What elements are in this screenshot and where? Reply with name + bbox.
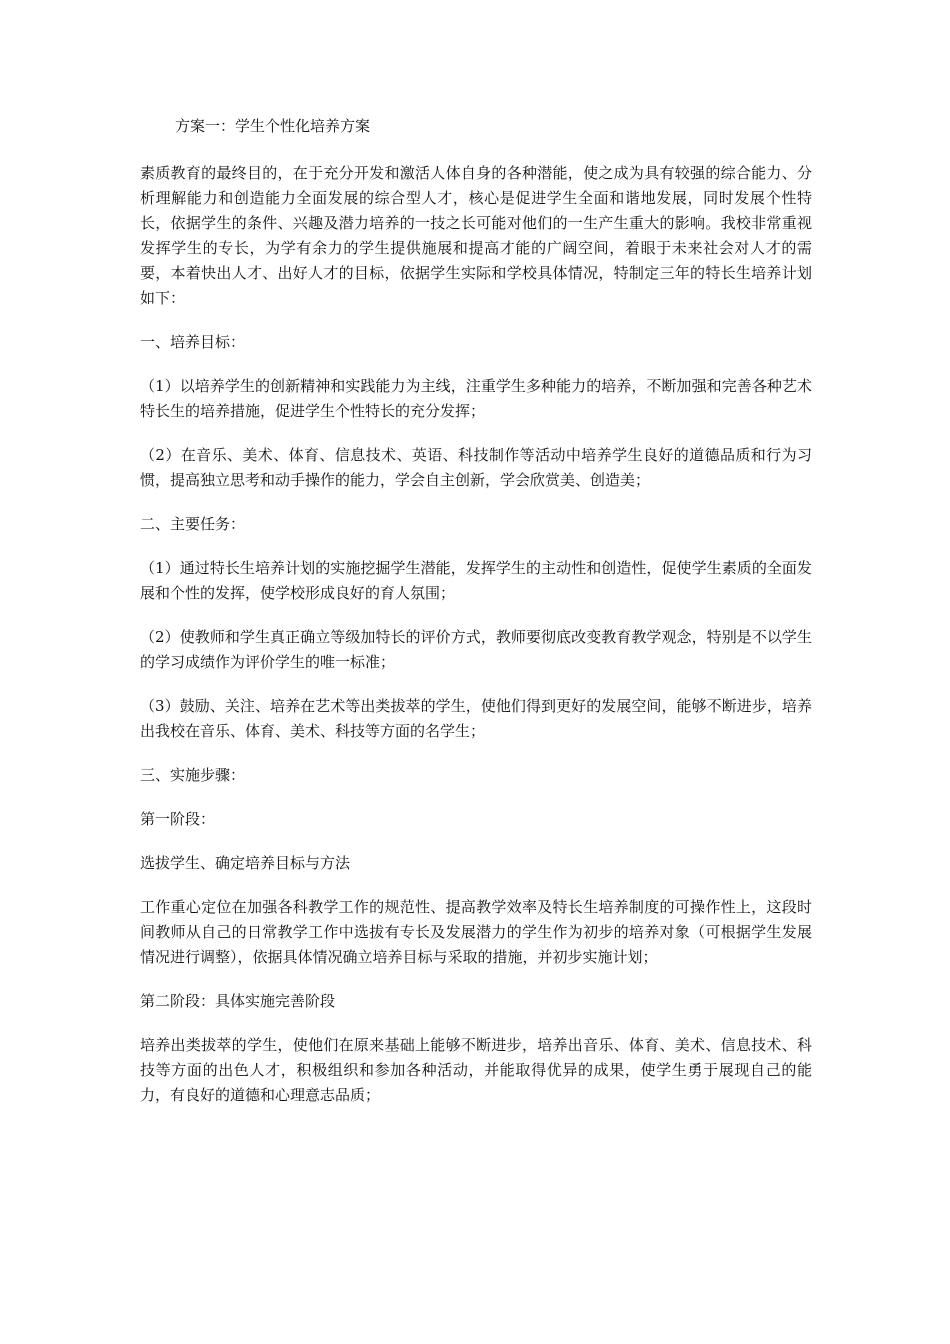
section-heading-tasks: 二、主要任务：	[140, 515, 246, 533]
section-heading-goals: 一、培养目标：	[140, 333, 246, 351]
section-heading-steps: 三、实施步骤：	[140, 766, 246, 784]
goals-item-2: （2）在音乐、美术、体育、信息技术、英语、科技制作等活动中培养学生良好的道德品质和行为习惯，提高独立思考和动手操作的能力，学会自主创新，学会欣赏美、创造美；	[140, 446, 812, 489]
document-title: 方案一：学生个性化培养方案	[175, 117, 371, 135]
stage-2-heading: 第二阶段：具体实施完善阶段	[140, 992, 336, 1010]
tasks-item-3: （3）鼓励、关注、培养在艺术等出类拔萃的学生，使他们得到更好的发展空间，能够不断进步，培养出我校在音乐、体育、美术、科技等方面的名学生；	[140, 697, 812, 740]
tasks-item-2: （2）使教师和学生真正确立等级加特长的评价方式，教师要彻底改变教育教学观念，特别是不以学生的学习成绩作为评价学生的唯一标准；	[140, 628, 812, 671]
stage-2-body: 培养出类拔萃的学生，使他们在原来基础上能够不断进步，培养出音乐、体育、美术、信息技术、科技等方面的出色人才，积极组织和参加各种活动，并能取得优异的成果，使学生勇于展现自己的能力，有良好的道德和心理意志品质；	[140, 1036, 812, 1104]
document-page	[140, 114, 812, 1127]
goals-item-1: （1）以培养学生的创新精神和实践能力为主线，注重学生多种能力的培养，不断加强和完善各种艺术特长生的培养措施，促进学生个性特长的充分发挥；	[140, 377, 812, 420]
tasks-item-1: （1）通过特长生培养计划的实施挖掘学生潜能，发挥学生的主动性和创造性，促使学生素质的全面发展和个性的发挥，使学校形成良好的育人氛围；	[140, 559, 812, 602]
stage-1-heading: 第一阶段：	[140, 810, 216, 828]
intro-paragraph: 素质教育的最终目的，在于充分开发和激活人体自身的各种潜能，使之成为具有较强的综合能力、分析理解能力和创造能力全面发展的综合型人才，核心是促进学生全面和谐地发展，同时发展个性特长，依据学生的条件、兴趣及潜力培养的一技之长可能对他们的一生产生重大的影响。我校非常重视发挥学生的专长，为学有余力的学生提供施展和提高才能的广阔空间，着眼于未来社会对人才的需要，本着快出人才、出好人才的目标，依据学生实际和学校具体情况，特制定三年的特长生培养计划如下：	[140, 164, 812, 307]
stage-1-body: 工作重心定位在加强各科教学工作的规范性、提高教学效率及特长生培养制度的可操作性上，这段时间教师从自己的日常教学工作中选拔有专长及发展潜力的学生作为初步的培养对象（可根据学生发展情况进行调整），依据具体情况确立培养目标与采取的措施，并初步实施计划；	[140, 898, 812, 966]
stage-1-subtitle: 选拔学生、确定培养目标与方法	[140, 854, 351, 872]
